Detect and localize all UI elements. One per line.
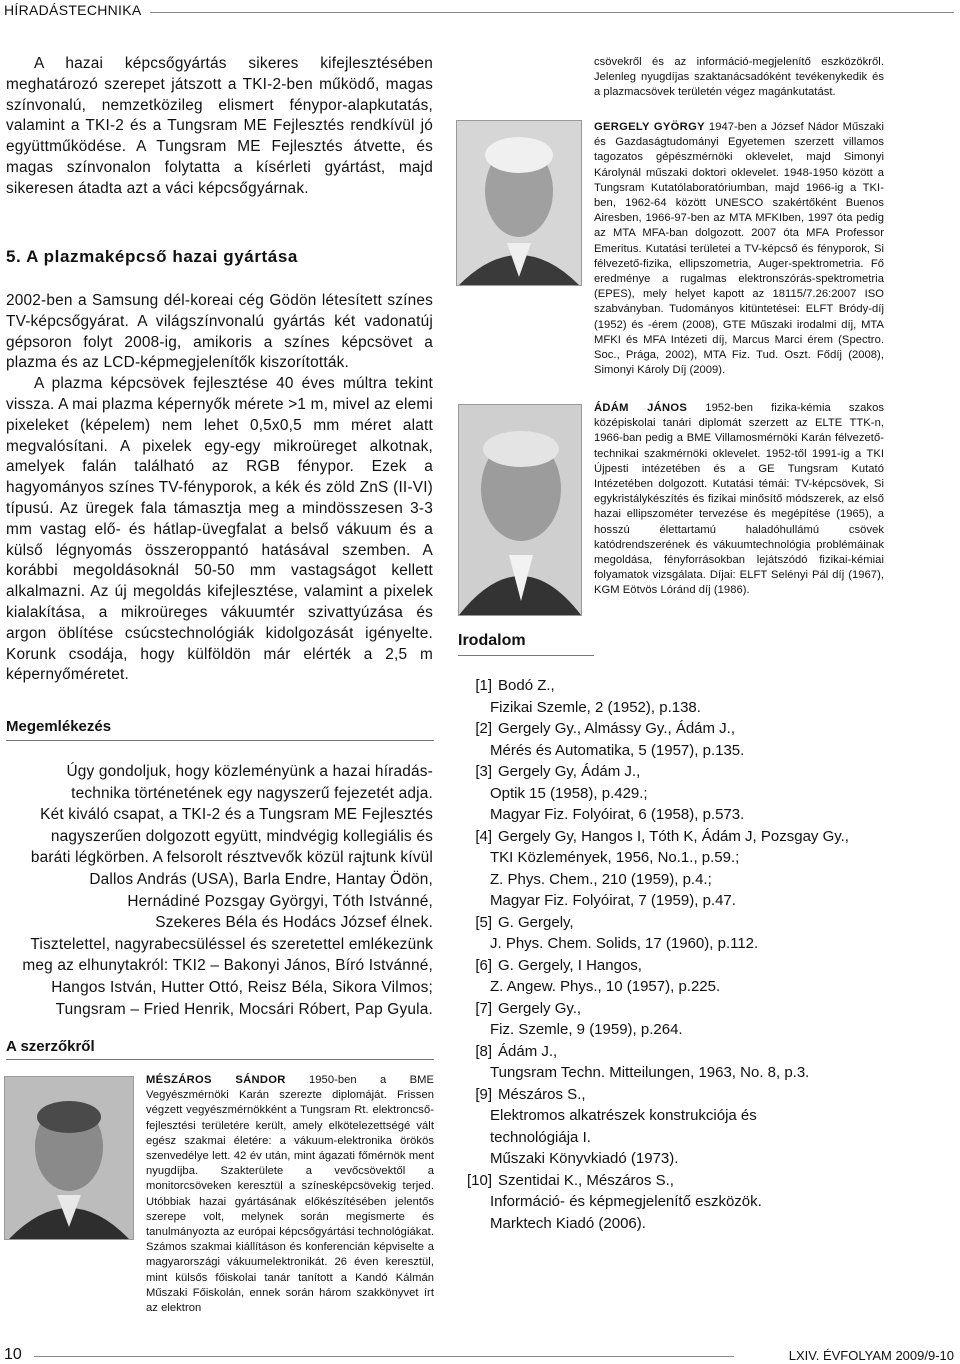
memorial-line: Szekeres Béla és Hodács József élnek. xyxy=(155,914,433,932)
reference-number: [7] xyxy=(475,999,492,1017)
portrait-image xyxy=(457,121,581,285)
references-list xyxy=(458,675,958,1234)
running-header: HÍRADÁSTECHNIKA xyxy=(4,2,142,18)
footer-rule xyxy=(34,1356,734,1357)
reference-text: Gergely Gy, Hangos I, Tóth K, Ádám J, Pozsgay Gy., xyxy=(498,827,849,845)
reference-item xyxy=(458,1041,958,1063)
reference-text: Gergely Gy, Ádám J., xyxy=(498,763,641,780)
section-5-title: 5. A plazmaképcső hazai gyártása xyxy=(6,247,298,266)
section-5-paragraph-1: 2002-ben a Samsung dél-koreai cég Gödön létesített színes TV-képcsőgyárat. A világszínvonalú gyártás két vadonatúj gépsoron folyt 2008-ig, amikoris a színes képcsövet a plazma és az LCD-képmegjelenítők kiszorították. xyxy=(6,292,433,372)
bio-name: MÉSZÁROS SÁNDOR xyxy=(146,1074,286,1086)
bio-text: 1950-ben a BME Vegyészmérnöki Karán szerezte diplomáját. Frissen végzett vegyészmérnökként a Tungsram Rt. elektroncső-fejlesztési területére került, amely elkötelezettségé vált egész szakmai életére: a vákuum-elektronika örökös szenvedélye lett. 42 év után, mint ágazati főmérnök ment nyugdíjba. Szakterülete a vevőcsövektől a monitorcsöveken keresztül a színesképcsövekig terjed. Utóbbiak hazai gyártásának előkészítésében jelentős szerepe volt, melynek során megismerte és tanulmányozta az európai képcsőgyártási technológiákat. Számos szakmai kiállításon és konferencián képviselte a magyarországi vákuumelektronikát. 26 éven keresztül, mint külsős főiskolai tanár tanított a Kandó Kálmán Műszaki Főiskolán, ennek során három szakkönyvet írt az elektron xyxy=(146,1074,434,1315)
memorial-line: Úgy gondoljuk, hogy közleményünk a hazai híradás- xyxy=(66,763,433,780)
reference-item xyxy=(458,912,958,934)
reference-item xyxy=(458,1170,958,1192)
memorial-line: Dallos András (USA), Barla Endre, Hantay Ödön, xyxy=(89,870,433,888)
reference-text: Bodó Z., xyxy=(498,677,555,694)
bio-text: csövekről és az információ-megjelenítő eszközökről. Jelenleg nyugdíjas szaktanácsadóként tevékenykedik és a plazmacsövek területén végez magánkutatást. xyxy=(594,56,884,99)
bio-text: 1952-ben fizika-kémia szakos középiskolai tanári diplomát szerzett az ELTE TTK-n, 1966-ban pedig a BME Villamosmérnöki Karán félvezető-technikai szakmérnöki oklevelet. 1952-től 1991-ig a TKI Újpesti intézetében és a GE Tungsram Kutató Intézetében dolgozott. Kutatási témái: TV-képcsövek, Si egykristálykészítés és fizikai minősítő módszerek, az első hazai ellipszométer tervezése és megépítése (1965), a hosszú élettartamú haladóhullámú csövek katódrendszerének és vákuumtechnológia problémáinak megoldása, fényforrásokban lejátszódó fizikai-kémiai folyamatok vizsgálata. Díjai: ELFT Selényi Pál díj (1967), KGM Eötvös Lóránd díj (1986). xyxy=(594,402,884,597)
bio-text: 1947-ben a József Nádor Műszaki és Gazdaságtudományi Egyetemen szerzett villamos tagozatos gépészmérnöki oklevelet, majd Simonyi Károlynál műszaki doktori oklevelet. 1948-1950 között a Tungsram Kutatólaboratóriumban, majd 1966-ig a TKI-ben, 1962-64 között UNESCO szakértőként Buenos Airesben, 1966-97-ben az MTA MFKIben, 1997 óta pedig az MTA MFA-ban dolgozott. 2007 óta MFA Professor Emeritus. Kutatási területei a TV-képcső és fényporok, Si félvezető-fizika, ellipszometria, Auger-spektrometria. Fő eredménye a rugalmas elektronszórás-spektrometria (EPES), mely helyet kapott az 18115/7.26:2007 ISO szabványban. Tudományos kitüntetései: ELFT Bródy-díj (1952) és -érem (2008), GTE Műszaki irodalmi díj, MTA MFKI és MFA Intézeti díj, Marcus Marci érem (Spectro. Soc., Prága, 2002), MTA Fiz. Tud. Oszt. Fődíj (2008), Simonyi Károly Díj (2009). xyxy=(594,121,884,377)
reference-line: TKI Közlemények, 1956, No.1., p.59.; xyxy=(490,849,740,866)
references-heading-rule xyxy=(458,655,594,656)
intro-paragraph: A hazai képcsőgyártás sikeres kifejlesztésében meghatározó szerepet játszott a TKI-2-ben működő, magas színvonalú, nemzetközileg elismert fénypor-alapkutatás, valamint a TKI-2 és a Tungsram ME Fejlesztés rendkívül jó együttműködése. A Tungsram ME Fejlesztés átvette, és magas színvonalon folytatta a kísérleti gyártást, majd sikeresen átadta azt a váci képcsőgyárnak. xyxy=(6,55,433,197)
authors-heading-rule xyxy=(6,1059,434,1060)
reference-number: [10] xyxy=(466,1171,492,1189)
reference-number: [8] xyxy=(475,1042,492,1060)
reference-text: Gergely Gy., xyxy=(498,999,582,1017)
reference-line: Fiz. Szemle, 9 (1959), p.264. xyxy=(490,1021,683,1038)
reference-number: [2] xyxy=(475,720,492,737)
memorial-line: baráti légkörben. A felsorolt résztvevők közül rajtunk kívül xyxy=(30,849,433,867)
reference-line: Fizikai Szemle, 2 (1952), p.138. xyxy=(490,698,701,716)
intro-block xyxy=(6,54,433,200)
reference-item xyxy=(458,675,958,697)
memorial-line: meg az elhunytakról: TKI2 – Bakonyi János, Bíró Istvánné, xyxy=(22,957,433,975)
reference-number: [4] xyxy=(475,827,492,845)
portrait-image xyxy=(459,405,581,615)
reference-line: Műszaki Könyvkiadó (1973). xyxy=(490,1150,679,1167)
reference-line: Magyar Fiz. Folyóirat, 6 (1958), p.573. xyxy=(490,806,745,823)
page-number: 10 xyxy=(4,1346,22,1363)
bio-name: GERGELY GYÖRGY xyxy=(594,121,705,133)
reference-text: Ádám J., xyxy=(498,1042,558,1060)
reference-number: [1] xyxy=(475,677,492,694)
memorial-heading-rule xyxy=(6,740,434,741)
bio-meszaros-part-1 xyxy=(146,1073,434,1316)
reference-number: [9] xyxy=(475,1085,492,1103)
memorial-text xyxy=(6,761,433,1020)
header-rule xyxy=(150,12,954,13)
memorial-heading: Megemlékezés xyxy=(6,718,112,735)
reference-number: [6] xyxy=(475,956,492,974)
author-photo-gergely xyxy=(456,120,582,286)
bio-gergely xyxy=(594,120,884,378)
reference-item xyxy=(458,1084,958,1106)
reference-line: Tungsram Techn. Mitteilungen, 1963, No. 8, p.3. xyxy=(490,1064,810,1081)
memorial-line: Hernádiné Pozsgay Györgyi, Tóth Istvánné, xyxy=(127,892,433,910)
reference-text: Szentidai K., Mészáros S., xyxy=(498,1171,674,1189)
author-photo-meszaros xyxy=(4,1076,134,1240)
references-heading: Irodalom xyxy=(458,632,526,649)
reference-line: Magyar Fiz. Folyóirat, 7 (1959), p.47. xyxy=(490,892,736,909)
reference-number: [5] xyxy=(475,913,492,931)
bio-name: ÁDÁM JÁNOS xyxy=(594,402,688,414)
reference-number: [3] xyxy=(475,763,492,780)
reference-text: G. Gergely, I Hangos, xyxy=(498,956,642,974)
reference-text: G. Gergely, xyxy=(498,913,574,931)
reference-item xyxy=(458,718,958,740)
reference-item xyxy=(458,998,958,1020)
memorial-line: Két kiváló csapat, a TKI-2 és a Tungsram ME Fejlesztés xyxy=(40,806,433,824)
reference-text: Mészáros S., xyxy=(498,1085,586,1103)
memorial-line: nagyszerűen dolgozott együtt, mindvégig kollegiális és xyxy=(50,827,433,845)
bio-meszaros-part-2 xyxy=(594,55,884,101)
reference-line: J. Phys. Chem. Solids, 17 (1960), p.112. xyxy=(490,935,759,952)
portrait-image xyxy=(5,1077,133,1239)
reference-item xyxy=(458,955,958,977)
author-photo-adam xyxy=(458,404,582,616)
volume-label: LXIV. ÉVFOLYAM 2009/9-10 xyxy=(788,1348,954,1363)
reference-line: technológiája I. xyxy=(490,1128,591,1146)
reference-line: Marktech Kiadó (2006). xyxy=(490,1214,646,1232)
memorial-line: Tungsram – Fried Henrik, Mocsári Róbert, Pap Gyula. xyxy=(55,1000,433,1018)
memorial-line: Tisztelettel, nagyrabecsüléssel és szeretettel emlékezünk xyxy=(30,935,433,953)
reference-line: Z. Phys. Chem., 210 (1959), p.4.; xyxy=(490,870,712,888)
section-5-paragraph-2: A plazma képcsövek fejlesztése 40 éves múltra tekint vissza. A mai plazma képernyők mérete >1 m, mivel az elemi pixeleket (képelem) nem lehet 0,5x0,5 mm méret alatt megvalósítani. A pixelek egy-egy mikroüreget alkotnak, amelyek falán található az RGB fénypor. Ezek a hagyományos színes TV-fényporok, a kék és zöld ZnS (II-VI) típusú. Az üregek fala támasztja meg a mindösszesen 3-3 mm vastag elő- és hátlap-üvegfalat a belső vákuum és a külső légnyomás összeroppantó hatásával szemben. A korábbi megoldásoknál 50-50 mm vastagságot kellett alkalmazni. Az új megoldás kifejlesztése, valamint a pixelek kialakítása, a mikroüreges vákuumtér szivattyúzása és argon öblítése csúcstechnológiák kidolgozását igényelte. Korunk csodája, hogy külföldön már elérték a 2,5 m képernyőméretet. xyxy=(6,375,433,684)
reference-line: Mérés és Automatika, 5 (1957), p.135. xyxy=(490,741,745,759)
reference-item xyxy=(458,761,958,783)
memorial-line: Hangos István, Hutter Ottó, Reisz Béla, Sikora Vilmos; xyxy=(51,978,433,996)
memorial-line: technika történetének egy nagyszerű fejezetét adja. xyxy=(71,784,433,802)
reference-line: Optik 15 (1958), p.429.; xyxy=(490,784,648,802)
section-5-body xyxy=(6,291,433,686)
authors-heading: A szerzőkről xyxy=(6,1038,95,1055)
reference-line: Információ- és képmegjelenítő eszközök. xyxy=(490,1193,762,1210)
reference-item xyxy=(458,826,958,848)
bio-adam xyxy=(594,401,884,599)
reference-line: Z. Angew. Phys., 10 (1957), p.225. xyxy=(490,978,721,995)
reference-text: Gergely Gy., Almássy Gy., Ádám J., xyxy=(498,720,736,737)
reference-line: Elektromos alkatrészek konstrukciója és xyxy=(490,1107,757,1124)
